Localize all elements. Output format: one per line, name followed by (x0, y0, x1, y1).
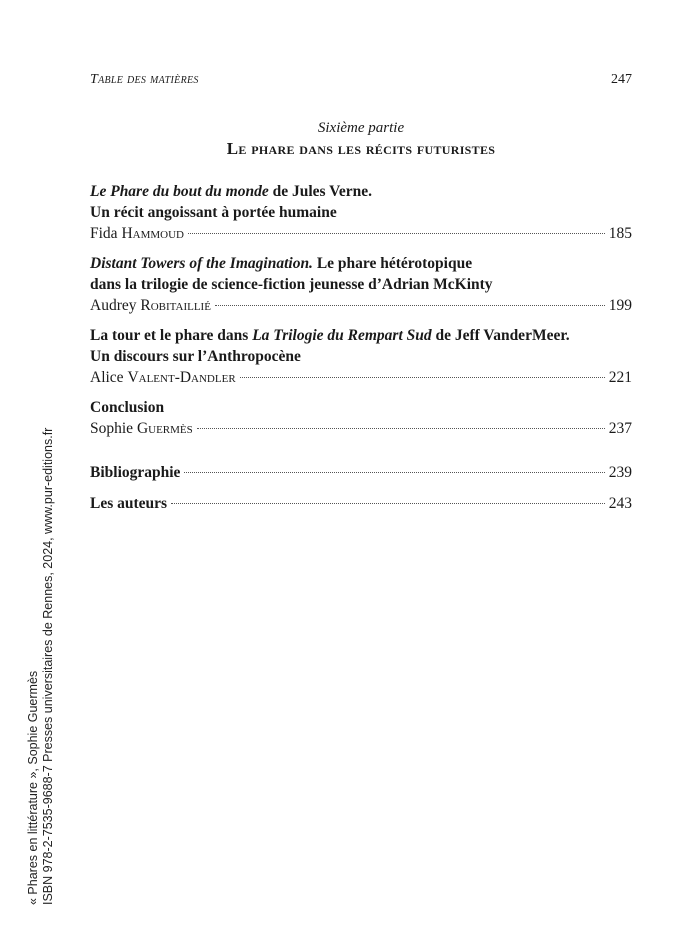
leader-dots (215, 305, 605, 306)
leader-dots (184, 472, 604, 473)
entry-title-line2: Un discours sur l’Anthropocène (90, 348, 301, 365)
entry-title: Les auteurs (90, 495, 168, 512)
entry-title-line2: dans la trilogie de science-fiction jeunesse d’Adrian McKinty (90, 276, 493, 293)
leader-dots (188, 233, 605, 234)
entry-title: de Jules Verne. (268, 183, 373, 200)
entry-page: 221 (608, 369, 632, 386)
entry-title: Bibliographie (90, 464, 181, 481)
running-title: Table des matières (90, 72, 199, 87)
toc-entry-bibliography (90, 462, 632, 483)
entry-author: Audrey Robitaillié (90, 297, 211, 314)
entry-title: Le phare hétérotopique (312, 255, 473, 272)
running-header (90, 72, 632, 88)
entry-title-line2: Un récit angoissant à portée humaine (90, 204, 337, 221)
entry-page: 237 (608, 420, 632, 437)
entry-title-italic: Le Phare du bout du monde (90, 183, 269, 200)
entry-author: Fida Hammoud (90, 225, 184, 242)
toc-entry (90, 325, 632, 388)
entry-page: 199 (608, 297, 632, 314)
entry-page: 185 (608, 225, 632, 242)
leader-dots (171, 503, 605, 504)
part-title: Le phare dans les récits futuristes (226, 139, 496, 158)
leader-dots (197, 428, 605, 429)
side-note-line2: ISBN 978-2-7535-9688-7 Presses universitaires de Rennes, 2024, www.pur-editions.fr (41, 427, 55, 905)
table-of-contents (90, 181, 632, 514)
copyright-side-note (26, 428, 56, 905)
toc-entry-authors (90, 493, 632, 514)
leader-dots (240, 377, 605, 378)
entry-title: de Jeff VanderMeer. (431, 327, 570, 344)
side-note-line1: « Phares en littérature », Sophie Guermès (26, 670, 40, 905)
toc-entry (90, 397, 632, 439)
entry-author: Alice Valent-Dandler (90, 369, 236, 386)
entry-title-italic: Distant Towers of the Imagination. (90, 255, 313, 272)
part-subtitle: Sixième partie (317, 120, 405, 136)
entry-title: La tour et le phare dans (90, 327, 253, 344)
entry-page: 243 (608, 495, 632, 512)
entry-page: 239 (608, 464, 632, 481)
entry-title-italic: La Trilogie du Rempart Sud (252, 327, 432, 344)
toc-entry (90, 253, 632, 316)
entry-title: Conclusion (90, 399, 165, 416)
page-number: 247 (611, 72, 632, 87)
part-heading (90, 118, 632, 160)
toc-entry (90, 181, 632, 244)
entry-author: Sophie Guermès (90, 420, 193, 437)
